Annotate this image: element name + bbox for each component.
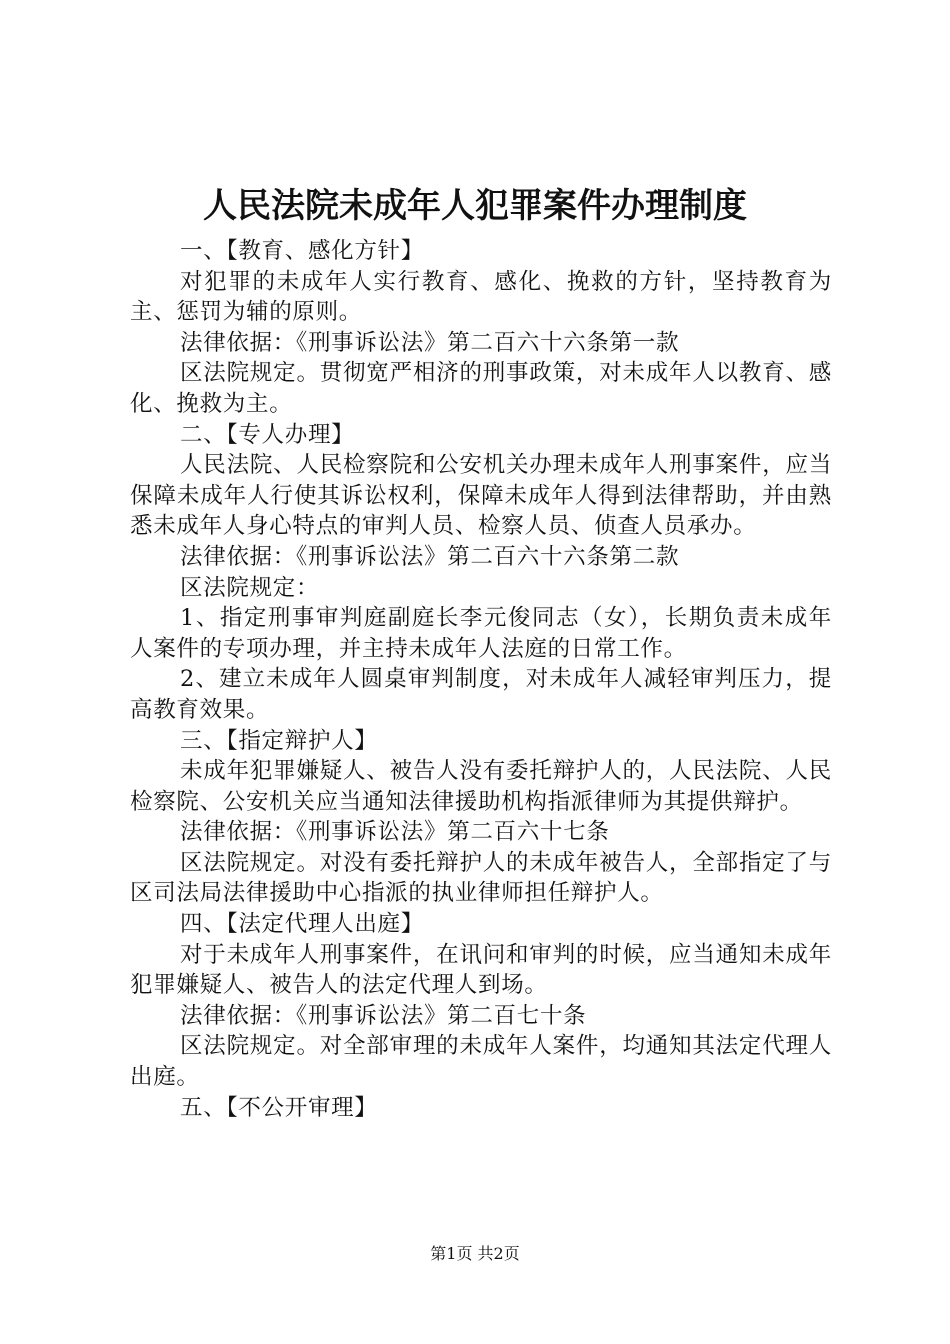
legal-basis: 法律依据：《刑事诉讼法》第二百六十七条 (180, 819, 610, 846)
rule-item-2: 2、建立未成年人圆桌审判制度，对未成年人减轻审判压力，提高教育效果。 (130, 666, 832, 723)
section-heading-1: 一、【教育、感化方针】 (180, 238, 424, 264)
legal-basis: 法律依据：《刑事诉讼法》第二百七十条 (180, 1002, 587, 1029)
court-rule: 区法院规定： (180, 574, 320, 601)
paragraph: 对犯罪的未成年人实行教育、感化、挽救的方针，坚持教育为主、惩罚为辅的原则。 (130, 268, 832, 326)
court-rule: 区法院规定。对没有委托辩护人的未成年被告人，全部指定了与区司法局法律援助中心指派的执业律师担任辩护人。 (130, 849, 832, 907)
paragraph: 未成年犯罪嫌疑人、被告人没有委托辩护人的，人民法院、人民检察院、公安机关应当通知法律援助机构指派律师为其提供辩护。 (130, 758, 832, 815)
document-body (130, 236, 832, 1123)
section-heading-3: 三、【指定辩护人】 (180, 727, 378, 754)
paragraph: 人民法院、人民检察院和公安机关办理未成年人刑事案件，应当保障未成年人行使其诉讼权利，保障未成年人得到法律帮助，并由熟悉未成年人身心特点的审判人员、检察人员、侦查人员承办。 (130, 452, 832, 540)
section-heading-2: 二、【专人办理】 (180, 421, 355, 448)
legal-basis: 法律依据：《刑事诉讼法》第二百六十六条第二款 (180, 543, 680, 570)
court-rule: 区法院规定。贯彻宽严相济的刑事政策，对未成年人以教育、感化、挽救为主。 (130, 360, 832, 417)
section-heading-4: 四、【法定代理人出庭】 (180, 911, 424, 938)
page-footer: 第1页 共2页 (430, 1244, 520, 1263)
court-rule: 区法院规定。对全部审理的未成年人案件，均通知其法定代理人出庭。 (130, 1033, 832, 1091)
section-heading-5: 五、【不公开审理】 (180, 1094, 378, 1121)
rule-item-1: 1、指定刑事审判庭副庭长李元俊同志（女），长期负责未成年人案件的专项办理，并主持未成年人法庭的日常工作。 (130, 605, 832, 662)
paragraph: 对于未成年人刑事案件，在讯问和审判的时候，应当通知未成年犯罪嫌疑人、被告人的法定代理人到场。 (130, 941, 832, 999)
legal-basis: 法律依据：《刑事诉讼法》第二百六十六条第一款 (180, 329, 680, 356)
document-title: 人民法院未成年人犯罪案件办理制度 (203, 186, 747, 226)
